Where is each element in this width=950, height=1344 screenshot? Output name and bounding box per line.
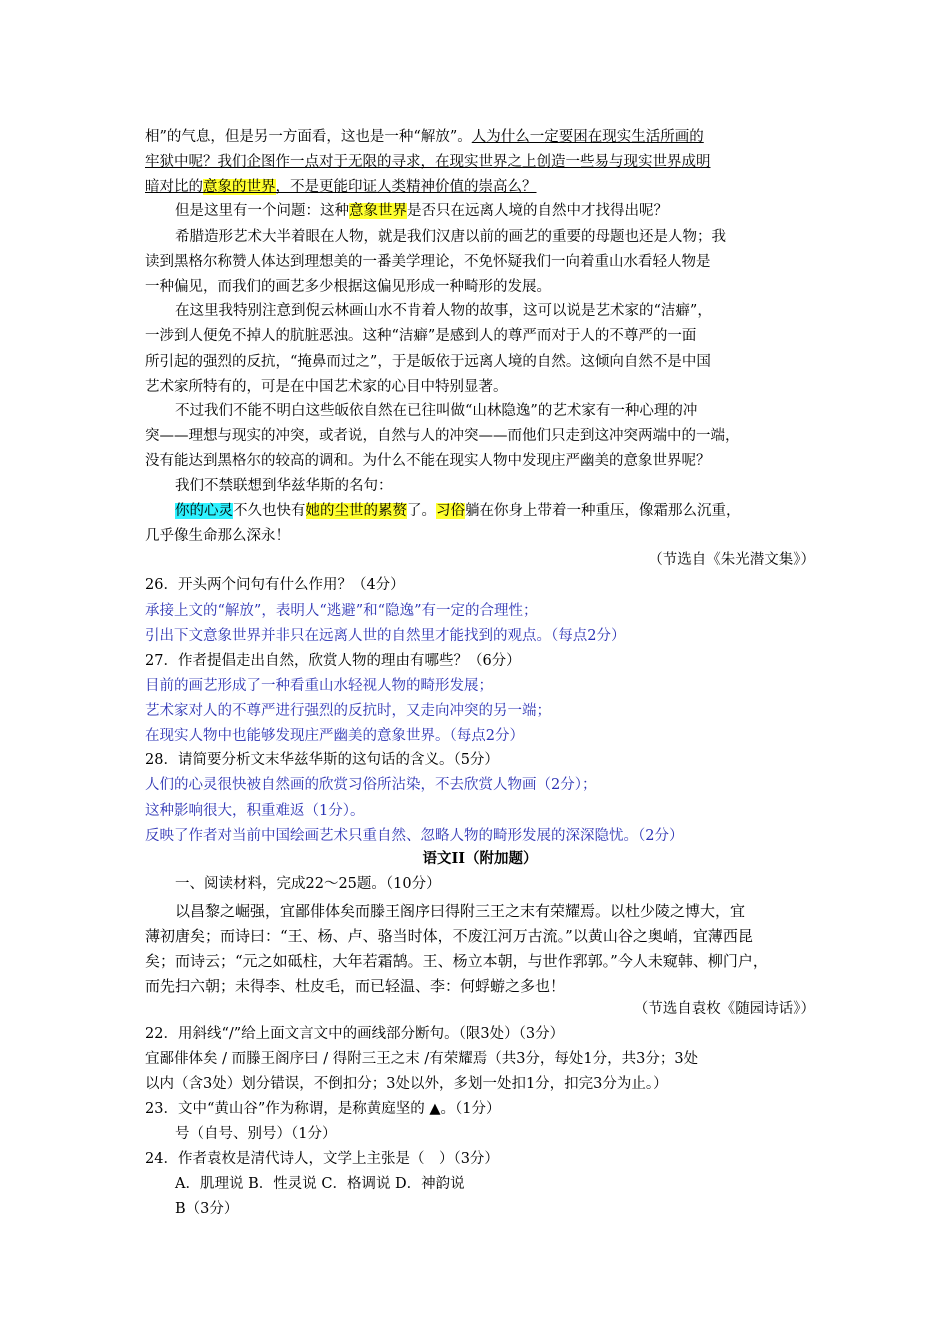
passage-line [145, 126, 815, 148]
passage-line: 牢狱中呢？我们企图作一点对于无限的寻求，在现实世界之上创造一些易与现实世界成明 [145, 154, 711, 170]
answer-27-2: 艺术家对人的不尊严进行强烈的反抗时，又走向冲突的另一端； [145, 703, 551, 719]
appendix-source: （节选自袁枚《随园诗话》） [633, 1001, 815, 1017]
highlighted-text: 你的心灵 [175, 503, 233, 519]
appendix-title: 语文II（附加题） [422, 850, 538, 867]
answer-23: 号（自号、别号）（1分） [175, 1126, 337, 1142]
classical-text-line: 以昌黎之崛强，宜鄙俳体矣而滕王阁序曰得附三王之末有荣耀焉。以杜少陵之博大，宜 [175, 902, 746, 920]
question-23: 23．文中“黄山谷”作为称谓，是称黄庭坚的 ▲。（1分） [145, 1101, 501, 1117]
text-run: 相”的气息，但是另一方面看，这也是一种“解放”。 [145, 129, 472, 145]
answer-27-3: 在现实人物中也能够发现庄严幽美的意象世界。（每点2分） [145, 728, 524, 744]
question-28: 28．请简要分析文末华兹华斯的这句话的含义。（5分） [145, 752, 499, 768]
answer-27-1: 目前的画艺形成了一种看重山水轻视人物的畸形发展； [145, 678, 493, 694]
highlighted-text: 意象世界 [349, 203, 407, 219]
appendix-section-heading: 一、阅读材料，完成22～25题。（10分） [175, 876, 441, 892]
classical-text-line: 薄初唐矣；而诗曰：“王、杨、卢、骆当时体，不废江河万古流。”以黄山谷之奥峭，宜薄西昆 [145, 927, 753, 945]
text-run: 躺在你身上带着一种重压，像霜那么沉重， [465, 503, 741, 519]
passage-line: 没有能达到黑格尔的较高的调和。为什么不能在现实人物中发现庄严幽美的意象世界呢？ [145, 453, 711, 469]
answer-22-2: 以内（含3处）划分错误，不倒扣分；3处以外，多划一处扣1分，扣完3分为止。） [145, 1076, 668, 1092]
answer-26-1: 承接上文的“解放”，表明人“逃避”和“隐逸”有一定的合理性； [145, 603, 538, 619]
passage-line: 读到黑格尔称赞人体达到理想美的一番美学理论，不免怀疑我们一向着重山水看轻人物是 [145, 254, 711, 270]
options-24: A．肌理说 B．性灵说 C．格调说 D．神韵说 [175, 1176, 465, 1192]
highlighted-text: 习俗 [436, 503, 465, 519]
question-27: 27．作者提倡走出自然，欣赏人物的理由有哪些？（6分） [145, 653, 521, 669]
classical-text-line: 矣；而诗云；“元之如砥柱，大年若霜鹄。王、杨立本朝，与世作郛郭。”今人未窥韩、柳门户， [145, 952, 768, 970]
highlighted-text: 她的尘世的累赘 [305, 503, 407, 519]
question-26: 26．开头两个问句有什么作用？（4分） [145, 577, 405, 593]
passage-line: 艺术家所特有的，可是在中国艺术家的心目中特别显著。 [145, 379, 508, 395]
text-run: 是否只在远离人境的自然中才找得出呢？ [407, 203, 668, 219]
answer-26-2: 引出下文意象世界并非只在远离人世的自然里才能找到的观点。（每点2分） [145, 628, 626, 644]
text-run: ，不是更能印证人类精神价值的崇高么？ [275, 179, 537, 195]
passage-line: 在这里我特别注意到倪云林画山水不肯着人物的故事，这可以说是艺术家的“洁癖”， [175, 303, 712, 319]
passage-line [175, 200, 845, 222]
question-24: 24．作者袁枚是清代诗人，文学上主张是（ ）（3分） [145, 1151, 499, 1167]
answer-22-1: 宜鄙俳体矣 / 而滕王阁序曰 / 得附三王之末 /有荣耀焉（共3分，每处1分，共3分；3处 [145, 1051, 699, 1067]
answer-28-1: 人们的心灵很快被自然画的欣赏习俗所沾染，不去欣赏人物画（2分）； [145, 777, 597, 793]
text-run: 但是这里有一个问题：这种 [175, 203, 349, 219]
answer-28-2: 这种影响很大，积重难返（1分）。 [145, 803, 365, 819]
passage-line: 我们不禁联想到华兹华斯的名句： [175, 478, 393, 494]
underlined-text: 人为什么一定要困在现实生活所画的 [471, 129, 704, 145]
passage-line: 所引起的强烈的反抗，“掩鼻而过之”，于是皈依于远离人境的自然。这倾向自然不是中国 [145, 354, 711, 370]
answer-24: B（3分） [175, 1201, 239, 1217]
text-run: 不久也快有 [233, 503, 306, 519]
passage-line [145, 176, 815, 198]
passage-line: 几乎像生命那么深永！ [145, 528, 290, 544]
question-22: 22．用斜线“/”给上面文言文中的画线部分断句。（限3处）（3分） [145, 1026, 565, 1042]
passage-line: 一种偏见，而我们的画艺多少根据这偏见形成一种畸形的发展。 [145, 279, 551, 295]
text-run: 了。 [407, 503, 436, 519]
passage-line: 突——理想与现实的冲突，或者说，自然与人的冲突——而他们只走到这冲突两端中的一端， [145, 428, 740, 444]
passage-line: 希腊造形艺术大半着眼在人物，就是我们汉唐以前的画艺的重要的母题也还是人物；我 [175, 229, 726, 245]
passage-line: 一涉到人便免不掉人的肮脏恶浊。这种“洁癖”是感到人的尊严而对于人的不尊严的一面 [145, 328, 697, 344]
passage-line: 不过我们不能不明白这些皈依自然在已往叫做“山林隐逸”的艺术家有一种心理的冲 [175, 403, 698, 419]
passage-source: （节选自《朱光潜文集》） [648, 552, 815, 568]
answer-28-3: 反映了作者对当前中国绘画艺术只重自然、忽略人物的畸形发展的深深隐忧。（2分） [145, 828, 684, 844]
passage-line [175, 500, 845, 522]
text-run: 暗对比的 [145, 179, 203, 195]
classical-text-line: 而先扫六朝；未得李、杜皮毛，而已轻温、李：何蜉蝣之多也！ [145, 977, 566, 995]
highlighted-text: 意象的世界 [203, 179, 276, 195]
